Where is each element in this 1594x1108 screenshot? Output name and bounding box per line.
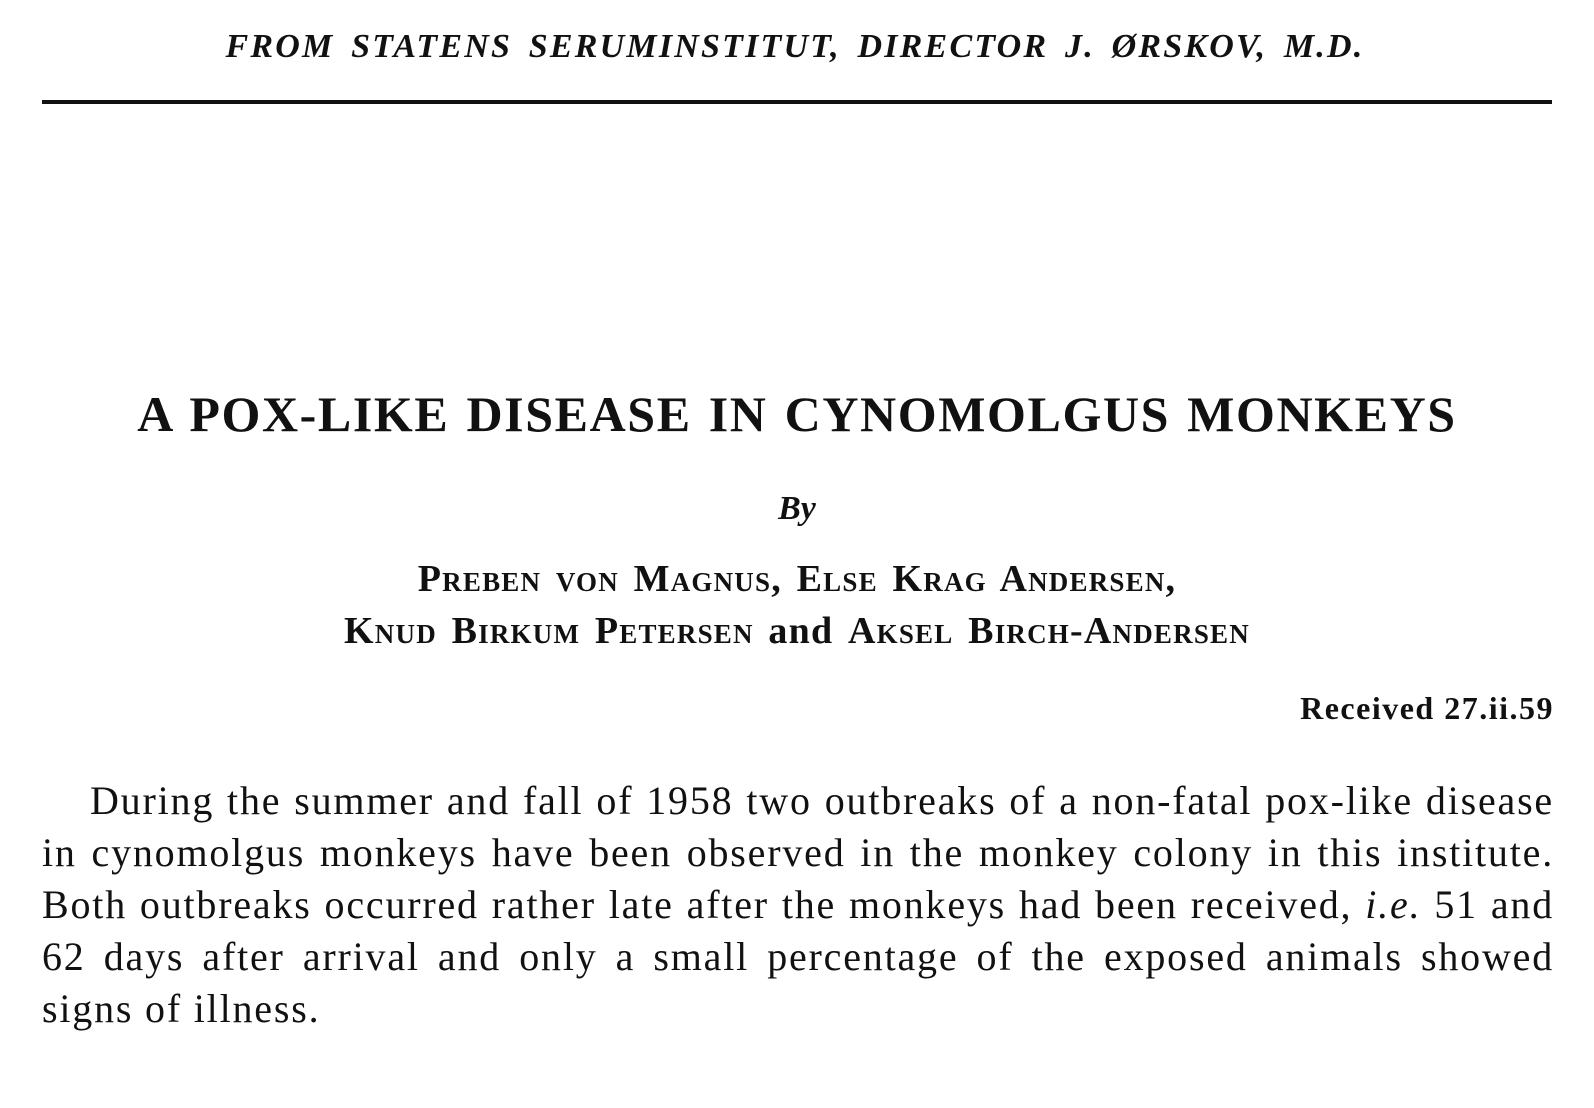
- author-names-2b: Aksel Birch-Andersen: [847, 610, 1250, 652]
- paragraph-text-2: 51 and 62 days after arrival and only a small percentage of the exposed animals showed signs of illness.: [42, 882, 1554, 1031]
- received-date: Received 27.ii.59: [1300, 690, 1554, 726]
- header-rule: [42, 100, 1552, 104]
- article-title: A POX-LIKE DISEASE IN CYNOMOLGUS MONKEYS: [137, 386, 1457, 442]
- author-conjunction: and: [768, 610, 834, 652]
- body-paragraph: [42, 775, 1554, 1035]
- running-head: FROM STATENS SERUMINSTITUT, DIRECTOR J. ØRSKOV, M.D.: [225, 28, 1365, 65]
- author-list: [40, 553, 1554, 657]
- paragraph-italic: i.e.: [1365, 882, 1422, 927]
- author-names-2a: Knud Birkum Petersen: [344, 610, 754, 652]
- paragraph-text-1: During the summer and fall of 1958 two outbreaks of a non-fatal pox-like disease in cynomolgus monkeys have been observed in the monkey colony in this institute. Both outbreaks occurred rather late after the monkeys had been received,: [42, 778, 1554, 927]
- author-line-1: [40, 553, 1554, 605]
- byline: By: [778, 490, 816, 527]
- author-names-1: Preben von Magnus, Else Krag Andersen,: [417, 558, 1177, 600]
- author-line-2: [40, 605, 1554, 657]
